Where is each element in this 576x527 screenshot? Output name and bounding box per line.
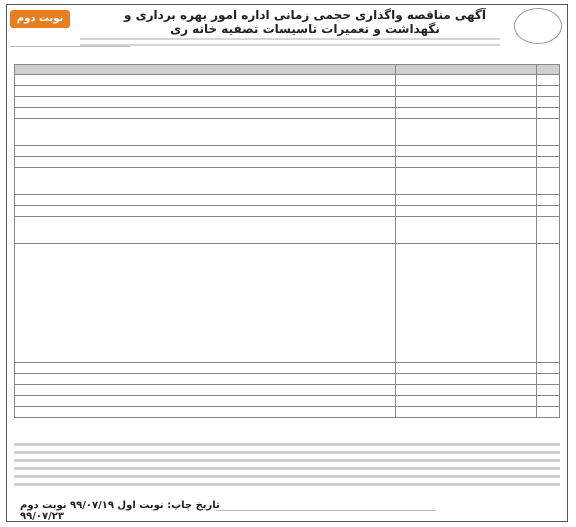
notice-badge: نوبت دوم — [10, 10, 70, 28]
table-row — [15, 374, 560, 385]
table-row — [15, 119, 560, 146]
table-row — [15, 385, 560, 396]
organization-logo-icon — [514, 8, 562, 44]
notice-title: آگهی مناقصه واگذاری حجمی زمانی اداره امور بهره برداری و نگهداشت و تعمیرات تاسیسات تصفیه خانه ری — [124, 8, 486, 36]
table-row — [15, 407, 560, 418]
table-row — [15, 195, 560, 206]
table-row — [15, 86, 560, 97]
table-row — [15, 206, 560, 217]
footer-notes — [14, 438, 560, 491]
tender-table — [14, 64, 560, 418]
table-row — [15, 244, 560, 363]
table-row — [15, 363, 560, 374]
issuer-name — [216, 500, 436, 511]
table-header — [15, 65, 560, 75]
publication-date: تاریخ چاپ: نوبت اول ۹۹/۰۷/۱۹ نوبت دوم ۹۹/۰۷/۲۳ — [20, 500, 220, 522]
table-row — [15, 396, 560, 407]
table-row — [15, 217, 560, 244]
notice-intro — [80, 34, 500, 58]
table-row — [15, 97, 560, 108]
table-row — [15, 157, 560, 168]
table-row — [15, 108, 560, 119]
table-row — [15, 168, 560, 195]
table-row — [15, 146, 560, 157]
table-row — [15, 75, 560, 86]
